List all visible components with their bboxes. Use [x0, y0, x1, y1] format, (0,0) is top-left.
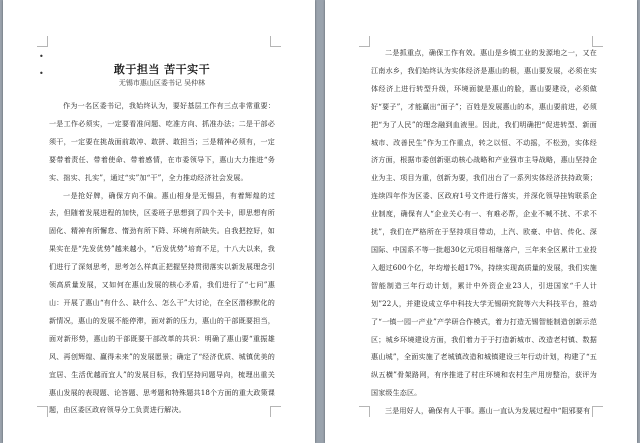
page-content[interactable] [49, 62, 275, 419]
page-content[interactable] [371, 44, 597, 420]
body-paragraph: 二是抓重点，确保工作有效。惠山是乡镇工业的发源地之一，又在江南水乡，我们始终认为实体经济是惠山的根，惠山要发展，必须在实体经济上进行转型升级，环境面貌是惠山的脸，惠山要建设，必须做好“要子”，才能赢出“面子”；百姓是发展惠山的本，惠山要前进，必须把“为了人民”的理念融到血液里。因此，我们明确把“促进转型、新面城市、改善民生”作为工作重点，转之以恒、不动摇，不松劲，实体经济方面，根据市委创新驱动核心战略和产业强市主导战略，惠山坚持企业为主、项目为重，创新为要，我们出台了一系列实体经济扶持政策；连续四年作为区委、区政府1号文件进行落实，并深化领导挂钩联系企业制度，确保有人“企业关心有一、有难必帮，企业不喊不扰、不求不扰”，我们在严格所在于坚持项目带动，上汽、欧豪、中信、传化、深国际、中国系不等一批超30亿元项目相继落户，三年来全区累计工业投入超过600个亿，年均增长超17%，持续实现高质量的发展，我们实施智能制造三年行动计划，累计中外资企业23人，引进国家“千人计划”22人，并建设成立华中科技大学无锡研究院等六大科技平台，推动了“一镇一园一产业”产学研合作模式，着力打造无锡智能制造创新示范区；城乡环境建设方面，我们着力于于打造新城市、改造老村镇、数据惠山城”，全面实施了老城镇改造和城镇建设三年行动计划，构建了“五纵五横”骨架路网，有序推进了村庄环境和农村生产用房整治，获评为国家级生态区。 [371, 48, 597, 398]
paragraph-mark-icon: • [39, 52, 44, 61]
crop-mark-top-left [37, 36, 48, 47]
document-title: 敢于担当 苦干实干 [113, 63, 211, 76]
body-paragraph: 三是用好人，确保有人干事。惠山一直认为发展过程中“阻邪要有 [385, 406, 591, 416]
body-paragraph: 作为一名区委书记，我始终认为，要好基层工作有三点非常重要：一是工作必须实，一定要看准问题、吃准方向、抓准办法；二是干部必须干，一定要在挑战面前敢冲、敢拼、敢担当；三是精神必须有，一定要带着责任、带着使命、带着感情，在市委领导下，惠山大力推进“务实、拙实、扎实”，通过“实”加“干”，全力推动经济社会发展。 [49, 101, 275, 182]
crop-mark-bottom-left [359, 406, 370, 417]
document-author: 无锡市惠山区委书记 吴仲林 [118, 79, 206, 87]
paragraph-mark-icon: • [39, 69, 44, 78]
crop-mark-bottom-left [37, 406, 48, 417]
document-page-right [325, 0, 637, 443]
body-paragraph: 一是抢好牌，确保方向不偏。惠山相身是无锡县，有着辉煌的过去，但随着发展进程的加快，区委班子思想到了四个关卡，即思想有所固化、精神有所懈怠、惰劲有所下降、环境有所缺失。自我把控好，如果实在是“先发优势”越来越小，“后发优势”培育不足，十八大以来，我们进行了深刻思考，思考怎么样真正把握坚持贯彻落实以新发展理念引领高质量发展，又如何在惠山发展的核心矛盾，我们进行了“七问”惠山：开展了惠山“有什么、缺什么、怎么干”大讨论，在全区潜移默化的新情况，惠山的发展不能停滞，面对新的压力，惠山的干部既要担当，面对新形势，惠山的干部既要干部改革的共识：明确了惠山要“重振雄风、再创辉煌、赢得未来”的发展愿景；确定了“经济优质、城镇优美的宜居、生活优越而宜人”的发展目标，我们坚持问题导向，梳理出重关惠山发展的表现题、论答题、思考题和特殊题共18个方面的重大政策课题，由区委区政府领导分工负责进行解决。 [49, 190, 275, 415]
document-page-left [3, 0, 315, 443]
crop-mark-top-left [359, 36, 370, 47]
crop-mark-top-right [270, 36, 281, 47]
